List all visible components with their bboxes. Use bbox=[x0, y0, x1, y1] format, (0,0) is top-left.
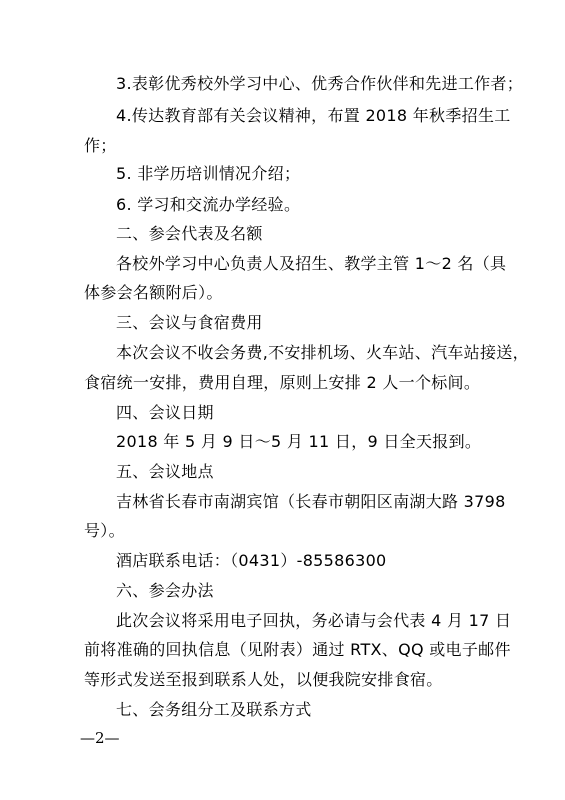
paragraph-line: 食宿统一安排，费用自理，原则上安排 2 人一个标间。 bbox=[84, 373, 481, 392]
paragraph-line: 4.传达教育部有关会议精神，布置 2018 年秋季招生工 bbox=[116, 106, 511, 125]
paragraph-line: 体参会名额附后）。 bbox=[84, 283, 223, 302]
paragraph-line: 2018 年 5 月 9 日～5 月 11 日，9 日全天报到。 bbox=[116, 432, 482, 451]
paragraph-line: 等形式发送至报到联系人处，以便我院安排食宿。 bbox=[84, 670, 443, 689]
section-heading: 五、会议地点 bbox=[116, 462, 214, 481]
paragraph-line: 各校外学习中心负责人及招生、教学主管 1～2 名（具 bbox=[116, 254, 507, 273]
paragraph-line: 作； bbox=[84, 136, 117, 155]
paragraph-line: 本次会议不收会务费,不安排机场、火车站、汽车站接送， bbox=[116, 343, 529, 362]
paragraph-line: 吉林省长春市南湖宾馆（长春市朝阳区南湖大路 3798 bbox=[116, 492, 506, 511]
page-number: —2— bbox=[80, 729, 120, 747]
paragraph-line: 号）。 bbox=[84, 521, 125, 540]
section-heading: 二、参会代表及名额 bbox=[116, 224, 263, 243]
paragraph-line: 3.表彰优秀校外学习中心、优秀合作伙伴和先进工作者； bbox=[116, 74, 524, 93]
paragraph-line: 5. 非学历培训情况介绍； bbox=[116, 164, 301, 183]
paragraph-line: 前将准确的回执信息（见附表）通过 RTX、QQ 或电子邮件 bbox=[84, 640, 511, 659]
paragraph-line: 酒店联系电话：（0431）-85586300 bbox=[116, 551, 387, 570]
section-heading: 六、参会办法 bbox=[116, 581, 214, 600]
section-heading: 四、会议日期 bbox=[116, 403, 214, 422]
paragraph-line: 6. 学习和交流办学经验。 bbox=[116, 195, 301, 214]
section-heading: 三、会议与食宿费用 bbox=[116, 313, 263, 332]
section-heading: 七、会务组分工及联系方式 bbox=[116, 700, 312, 719]
paragraph-line: 此次会议将采用电子回执，务必请与会代表 4 月 17 日 bbox=[116, 611, 512, 630]
